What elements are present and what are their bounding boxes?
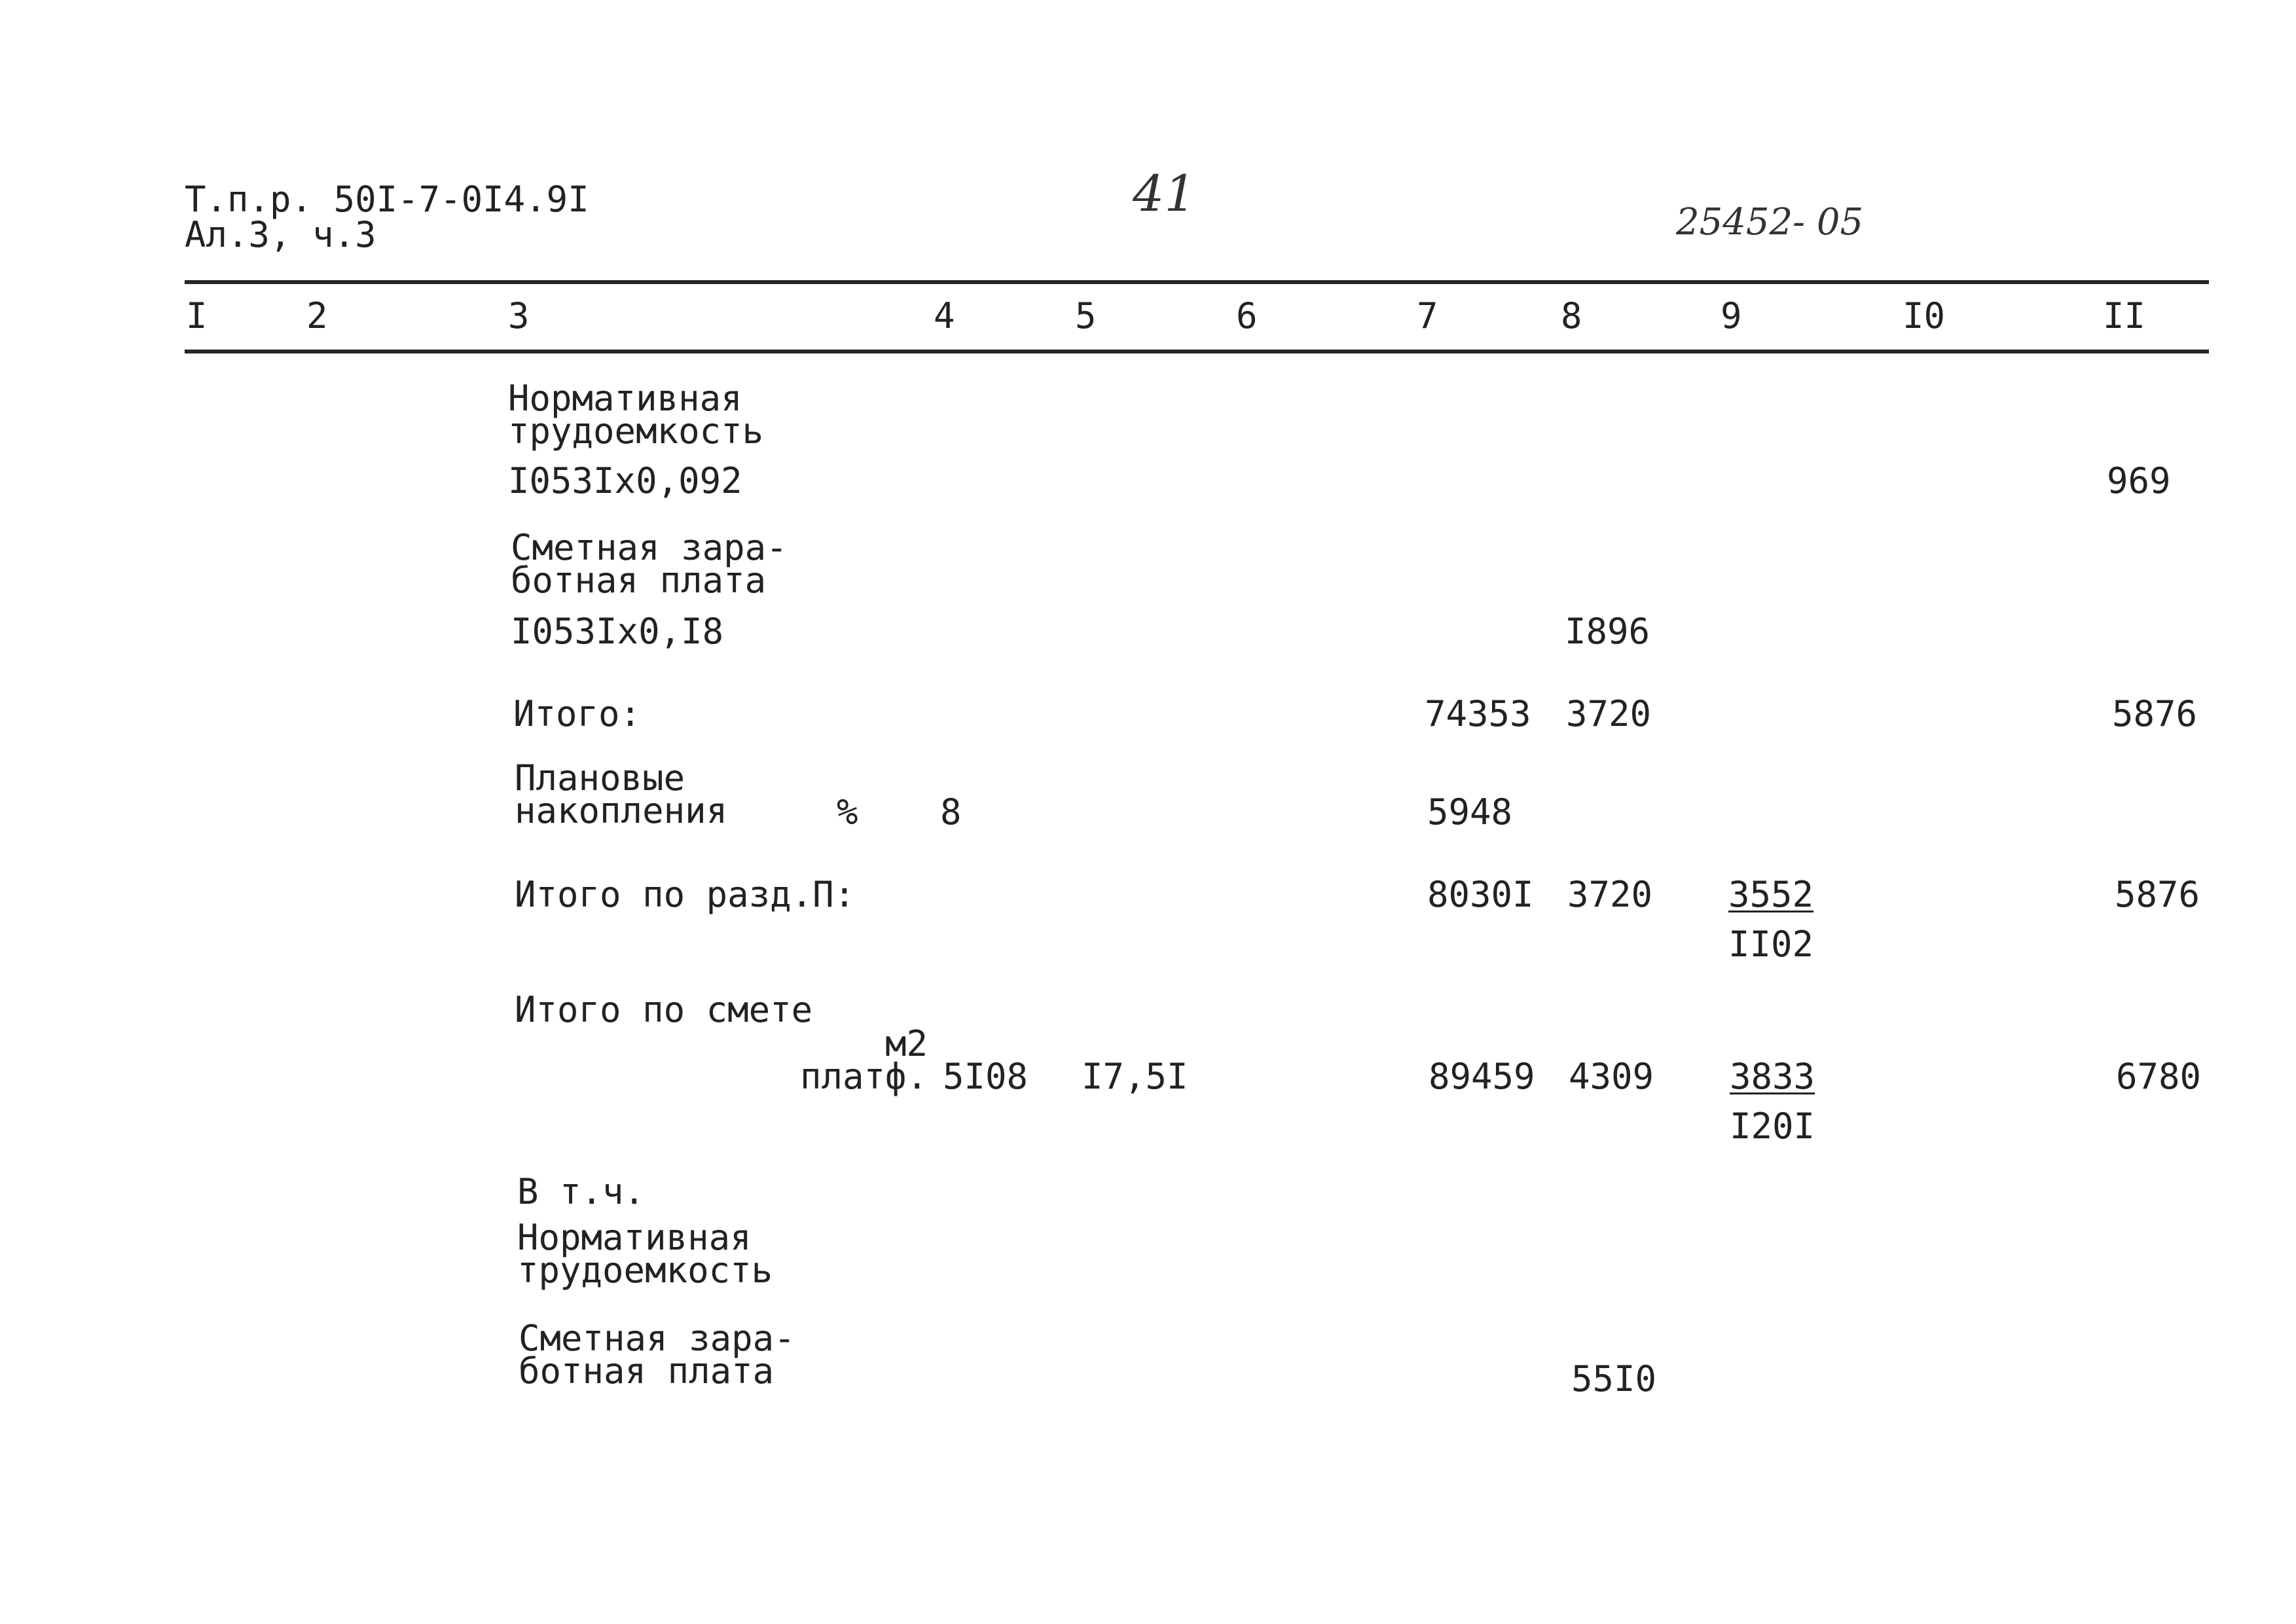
row-label: Итого по разд.П: [515, 874, 856, 915]
cell-col7: 74353 [1425, 693, 1531, 734]
header-rule [185, 350, 2209, 353]
cell-col4: 8 [940, 791, 962, 833]
doc-part: Ал.3, ч.3 [185, 214, 376, 255]
cell-col8: 55I0 [1571, 1358, 1657, 1399]
cell-col11: 6780 [2116, 1056, 2202, 1097]
cell-col9-top: 3552 [1728, 874, 1814, 915]
row-label: Нормативная трудоемкость [508, 378, 764, 452]
row-label: Плановые накопления [515, 757, 728, 831]
row-formula: I053Ix0,092 [508, 460, 742, 501]
row-label: Нормативная трудоемкость [517, 1217, 773, 1291]
column-header: 9 [1721, 295, 1742, 336]
cell-col5: I7,5I [1082, 1056, 1188, 1097]
column-header: 3 [508, 295, 530, 336]
unit-label: м2 платф. [800, 1023, 928, 1097]
column-header: II [2103, 295, 2146, 336]
cell-col7: 89459 [1429, 1056, 1535, 1097]
column-header: 4 [934, 295, 955, 336]
doc-code: Т.п.р. 50I-7-0I4.9I [185, 179, 589, 220]
cell-col9-top: 3833 [1730, 1056, 1815, 1097]
column-header: 8 [1561, 295, 1582, 336]
cell-col8: 3720 [1566, 693, 1652, 734]
row-label: Сметная зара- ботная плата [519, 1318, 795, 1392]
cell-col9-bottom: II02 [1728, 924, 1814, 965]
cell-col8: I896 [1565, 611, 1650, 652]
row-label: Сметная зара- ботная плата [511, 527, 788, 601]
cell-col11: 969 [2107, 460, 2171, 501]
cell-col4: 5I08 [943, 1056, 1029, 1097]
cell-col8: 4309 [1569, 1056, 1654, 1097]
cell-col11: 5876 [2112, 693, 2198, 734]
column-header: 2 [306, 295, 328, 336]
unit-percent: % [837, 791, 858, 833]
column-header: I [186, 295, 208, 336]
column-header: 7 [1417, 295, 1438, 336]
cell-col8: 3720 [1567, 874, 1653, 915]
cell-col9-bottom: I20I [1730, 1106, 1815, 1147]
row-label: В т.ч. [517, 1171, 646, 1212]
page-number: 41 [1133, 164, 1196, 223]
cell-col11: 5876 [2115, 874, 2200, 915]
row-formula: I053Ix0,I8 [511, 611, 724, 652]
cell-col7: 8030I [1427, 874, 1534, 915]
row-label: Итого по смете [515, 989, 813, 1030]
column-header: 5 [1075, 295, 1097, 336]
cell-col7: 5948 [1427, 791, 1513, 833]
column-header: I0 [1903, 295, 1946, 336]
top-rule [185, 280, 2209, 284]
row-label: Итого: [513, 693, 642, 734]
archive-number: 25452- 05 [1676, 201, 1864, 244]
column-header: 6 [1236, 295, 1258, 336]
